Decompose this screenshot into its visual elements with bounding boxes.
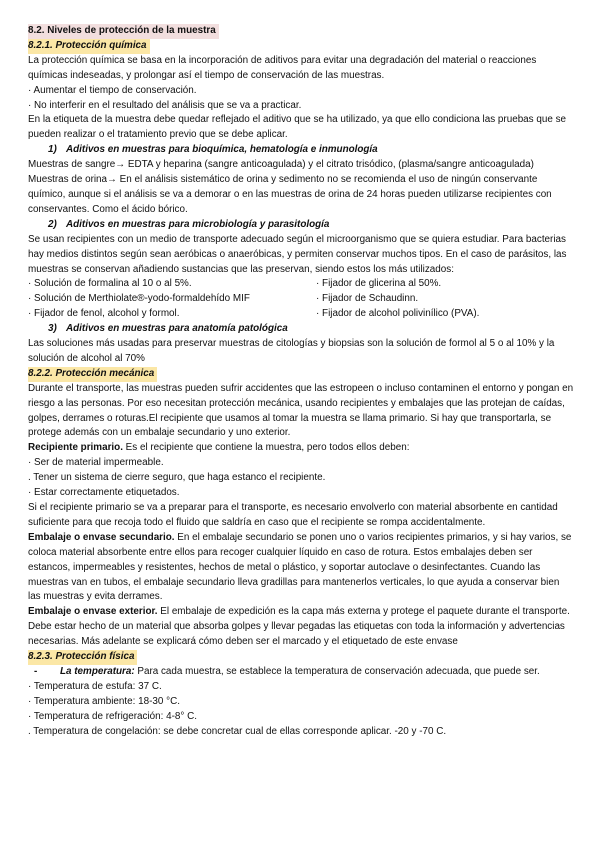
fixative-item: · Solución de formalina al 10 o al 5%. xyxy=(28,278,192,290)
chemical-bullet: · No interferir en el resultado del análisis que se va a practicar. xyxy=(28,99,302,111)
primary-bullet: · Ser de material impermeable. xyxy=(28,457,164,469)
pathology-paragraph: Las soluciones más usadas para preservar muestras de citologías y biopsias son la solución de formol al 5 o al 10% y la solución de alcohol al 70% xyxy=(28,338,555,364)
heading-physical-protection: 8.2.3. Protección física xyxy=(28,650,137,665)
fixatives-left-column xyxy=(28,277,316,322)
chemical-intro: La protección química se basa en la incorporación de aditivos para evitar una degradación del material o reacciones químicas indeseadas, y prolongar así el tiempo de conservación de las muestras. xyxy=(28,54,537,81)
temperature-item: . Temperatura de congelación: se debe concretar cual de ellas corresponde aplicar. -20 y -70 C. xyxy=(28,725,447,737)
document xyxy=(28,24,574,740)
heading-text: Aditivos en muestras para microbiología y parasitología xyxy=(66,218,330,230)
temperature-text: Para cada muestra, se establece la temperatura de conservación adecuada, que puede ser. xyxy=(134,665,540,677)
primary-bullet: · Estar correctamente etiquetados. xyxy=(28,487,180,499)
fixative-item: · Fijador de fenol, alcohol y formol. xyxy=(28,308,180,320)
heading-text: Aditivos en muestras para anatomía patológica xyxy=(66,323,288,335)
fixatives-right-column xyxy=(316,277,574,322)
section-title: 8.2. Niveles de protección de la muestra xyxy=(28,24,219,39)
blood-samples-paragraph: Muestras de sangre→ EDTA y heparina (sangre anticoagulada) y el citrato trisódico, (plasma/sangre anticoagulada) xyxy=(28,159,534,171)
heading-number: 3) xyxy=(48,323,57,335)
primary-note: Si el recipiente primario se va a preparar para el transporte, es necesario envolverlo con material absorbente en cantidad suficiente para que recoja todo el fluido que saldría en caso que el recipiente se rompa accidentalmente. xyxy=(28,502,558,528)
primary-container-text: Es el recipiente que contiene la muestra, pero todos ellos deben: xyxy=(122,442,410,454)
exterior-packaging-paragraph xyxy=(28,605,574,650)
secondary-packaging-label: Embalaje o envase secundario. xyxy=(28,531,175,543)
secondary-packaging-text: En el embalaje secundario se ponen uno o varios recipientes primarios, y si hay varios, se coloca material absorbente entre ellos para recoger cualquier líquido en caso de rotura. Estos embalajes deben ser estancos, impermeables y resistentes, hechos de metal o plástico, y soportar autoclave o desinfectantes. Cuando las muestras van en tubos, el embalaje secundario lleva gradillas para mantenerlos verticales, lo que ayuda a conservar bien las muestras y evita derrames. xyxy=(28,531,572,603)
microbiology-paragraph: Se usan recipientes con un medio de transporte adecuado según el microorganismo que se quiera estudiar. Para bacterias hay medios distintos según sean aeróbicas o anaeróbicas, y permiten conservar muchos tipos. En el caso de parásitos, las muestras se conservan añadiendo sustancias que las preservan, siendo estos los más utilizados: xyxy=(28,233,567,275)
heading-microbiology xyxy=(28,218,574,233)
temperature-paragraph xyxy=(28,665,574,680)
primary-bullet: . Tener un sistema de cierre seguro, que haga estanco el recipiente. xyxy=(28,472,326,484)
urine-samples-paragraph: Muestras de orina→ En el análisis sistemático de orina y sedimento no se recomienda el uso de ningún conservante químico, aunque si el análisis se va a demorar o en las muestras de orina de 24 horas pueden utilizarse recipientes con conservantes. Como el ácido bórico. xyxy=(28,174,552,215)
primary-container-label: Recipiente primario. xyxy=(28,442,123,454)
heading-chemical-protection: 8.2.1. Protección química xyxy=(28,39,150,54)
fixatives-list xyxy=(28,277,574,322)
temperature-item: · Temperatura ambiente: 18-30 °C. xyxy=(28,695,180,707)
temperature-item: · Temperatura de estufa: 37 C. xyxy=(28,680,162,692)
fixative-item: · Fijador de glicerina al 50%. xyxy=(316,278,442,290)
exterior-packaging-text: El embalaje de expedición es la capa más externa y protege el paquete durante el transporte. Debe estar hecho de un material que absorba golpes y llevar pegadas las etiquetas con toda la información y advertencias necesarias. Más adelante se explicará cómo deben ser el marcado y el etiquetado de este envase xyxy=(28,606,570,648)
heading-number: 2) xyxy=(48,218,57,230)
temperature-item: · Temperatura de refrigeración: 4-8° C. xyxy=(28,710,197,722)
exterior-packaging-label: Embalaje o envase exterior. xyxy=(28,606,158,618)
chemical-bullet: · Aumentar el tiempo de conservación. xyxy=(28,84,197,96)
fixative-item: · Fijador de alcohol polivinílico (PVA). xyxy=(316,308,480,320)
dash-bullet: - xyxy=(34,665,38,677)
secondary-packaging-paragraph xyxy=(28,531,574,606)
heading-biochemistry xyxy=(28,143,574,158)
temperature-label: La temperatura: xyxy=(60,665,135,677)
chemical-note: En la etiqueta de la muestra debe quedar reflejado el aditivo que se ha utilizado, ya que ello condiciona las pruebas que se pueden realizar o el tratamiento previo que se debe aplicar. xyxy=(28,114,567,141)
fixative-item: · Solución de Merthiolate®-yodo-formaldehído MIF xyxy=(28,293,250,305)
heading-mechanical-protection: 8.2.2. Protección mecánica xyxy=(28,367,157,382)
heading-text: Aditivos en muestras para bioquímica, hematología e inmunología xyxy=(66,144,378,156)
primary-container-paragraph xyxy=(28,441,574,456)
mechanical-intro: Durante el transporte, las muestras pueden sufrir accidentes que las estropeen o incluso contaminen el entorno y pongan en riesgo a las personas. Por eso necesitan protección mecánica, usando recipientes y embalajes que las protejan de caídas, golpes, derrames o roturas.El recipiente que usamos al tomar la muestra se llama primario. Si hay que transportarla, se protege además con un embalaje secundario y uno exterior. xyxy=(28,382,574,439)
heading-pathology xyxy=(28,322,574,337)
fixative-item: · Fijador de Schaudinn. xyxy=(316,293,419,305)
heading-number: 1) xyxy=(48,144,57,156)
